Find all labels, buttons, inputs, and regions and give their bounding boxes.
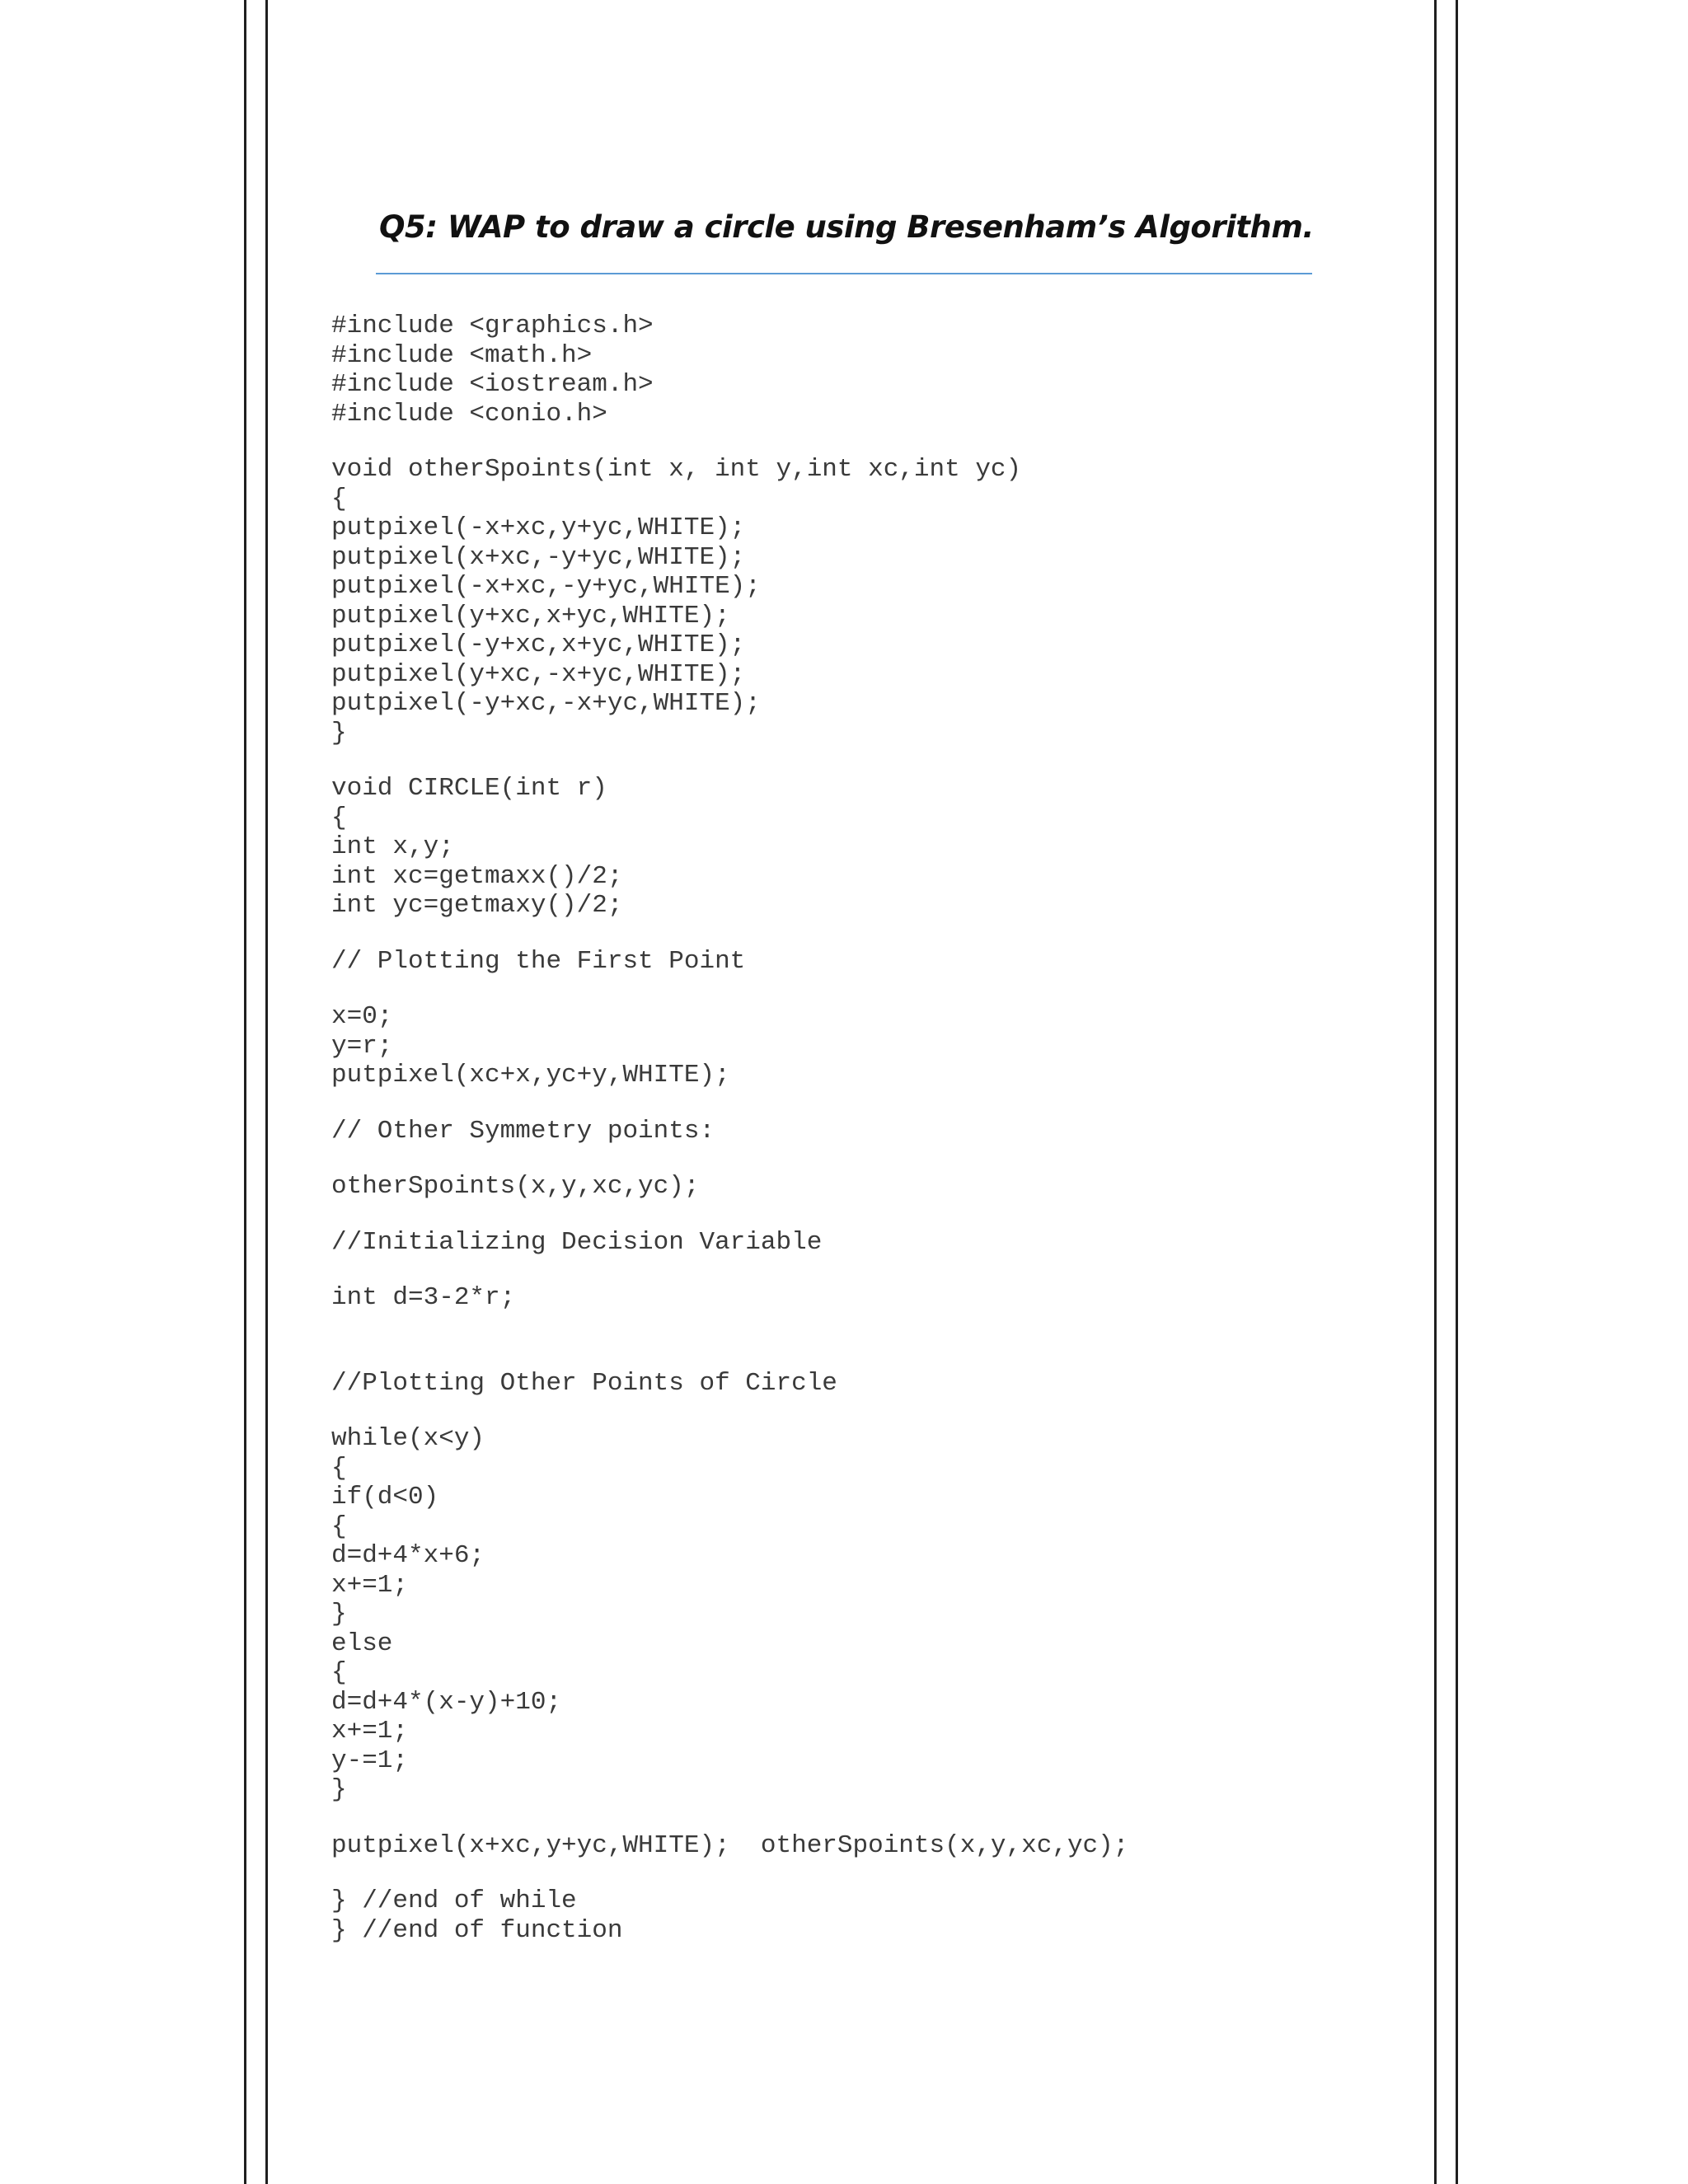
code-blank-line bbox=[331, 1398, 1128, 1424]
code-line: int yc=getmaxy()/2; bbox=[331, 891, 623, 920]
code-line: while(x<y) bbox=[331, 1424, 485, 1453]
code-line: } bbox=[331, 718, 347, 748]
code-blank-line bbox=[331, 976, 1128, 1002]
code-line: putpixel(-y+xc,-x+yc,WHITE); bbox=[331, 689, 761, 718]
code-line: putpixel(x+xc,y+yc,WHITE); otherSpoints(x,y,xc,yc); bbox=[331, 1830, 1129, 1860]
code-line: #include <graphics.h> bbox=[331, 312, 654, 340]
code-blank-line bbox=[331, 1146, 1128, 1172]
code-line: } //end of function bbox=[331, 1915, 623, 1945]
code-line: void CIRCLE(int r) bbox=[331, 774, 607, 803]
code-line: int d=3-2*r; bbox=[331, 1283, 516, 1312]
code-line: //Initializing Decision Variable bbox=[331, 1227, 823, 1257]
code-line: d=d+4*(x-y)+10; bbox=[331, 1687, 562, 1717]
page-border-inner-right bbox=[1434, 0, 1437, 2184]
code-line: } bbox=[331, 1600, 347, 1629]
code-line: putpixel(x+xc,-y+yc,WHITE); bbox=[331, 542, 746, 572]
code-line: { bbox=[331, 1453, 347, 1483]
code-blank-line bbox=[331, 1313, 1128, 1369]
code-line: if(d<0) bbox=[331, 1483, 439, 1511]
code-line: #include <math.h> bbox=[331, 340, 593, 370]
code-line: int xc=getmaxx()/2; bbox=[331, 861, 623, 891]
code-blank-line bbox=[331, 748, 1128, 774]
code-blank-line bbox=[331, 1805, 1128, 1831]
code-line: x=0; bbox=[331, 1002, 393, 1031]
code-line: void otherSpoints(int x, int y,int xc,int yc) bbox=[331, 455, 1022, 484]
code-line: // Plotting the First Point bbox=[331, 946, 746, 976]
code-blank-line bbox=[331, 921, 1128, 947]
code-line: putpixel(y+xc,-x+yc,WHITE); bbox=[331, 659, 746, 689]
code-line: putpixel(-x+xc,-y+yc,WHITE); bbox=[331, 572, 761, 601]
code-line: #include <conio.h> bbox=[331, 399, 607, 429]
code-line: putpixel(-y+xc,x+yc,WHITE); bbox=[331, 630, 746, 659]
code-line: { bbox=[331, 1511, 347, 1541]
code-line: } bbox=[331, 1775, 347, 1804]
code-line: otherSpoints(x,y,xc,yc); bbox=[331, 1172, 700, 1201]
code-line: { bbox=[331, 484, 347, 513]
code-line: int x,y; bbox=[331, 832, 454, 861]
code-blank-line bbox=[331, 1202, 1128, 1228]
code-line: // Other Symmetry points: bbox=[331, 1116, 715, 1146]
code-line: x+=1; bbox=[331, 1570, 409, 1600]
code-line: x+=1; bbox=[331, 1717, 409, 1746]
code-line: d=d+4*x+6; bbox=[331, 1541, 485, 1570]
code-line: y-=1; bbox=[331, 1746, 409, 1775]
code-line: y=r; bbox=[331, 1031, 393, 1061]
code-line: else bbox=[331, 1629, 393, 1658]
code-listing bbox=[331, 312, 1128, 1945]
heading-underline bbox=[376, 273, 1312, 274]
code-line: putpixel(-x+xc,y+yc,WHITE); bbox=[331, 513, 746, 542]
code-line: #include <iostream.h> bbox=[331, 370, 654, 399]
code-blank-line bbox=[331, 429, 1128, 455]
page-border-outer-left bbox=[244, 0, 246, 2184]
code-blank-line bbox=[331, 1090, 1128, 1117]
code-line: putpixel(y+xc,x+yc,WHITE); bbox=[331, 601, 730, 630]
code-line: { bbox=[331, 803, 347, 832]
page-border-outer-right bbox=[1456, 0, 1458, 2184]
code-line: putpixel(xc+x,yc+y,WHITE); bbox=[331, 1061, 730, 1090]
page-border-inner-left bbox=[265, 0, 268, 2184]
code-blank-line bbox=[331, 1257, 1128, 1283]
code-line: } //end of while bbox=[331, 1886, 577, 1915]
code-blank-line bbox=[331, 1860, 1128, 1886]
code-line: { bbox=[331, 1658, 347, 1687]
code-line: //Plotting Other Points of Circle bbox=[331, 1368, 837, 1398]
question-heading: Q5: WAP to draw a circle using Bresenham’s Algorithm. bbox=[379, 209, 1314, 245]
